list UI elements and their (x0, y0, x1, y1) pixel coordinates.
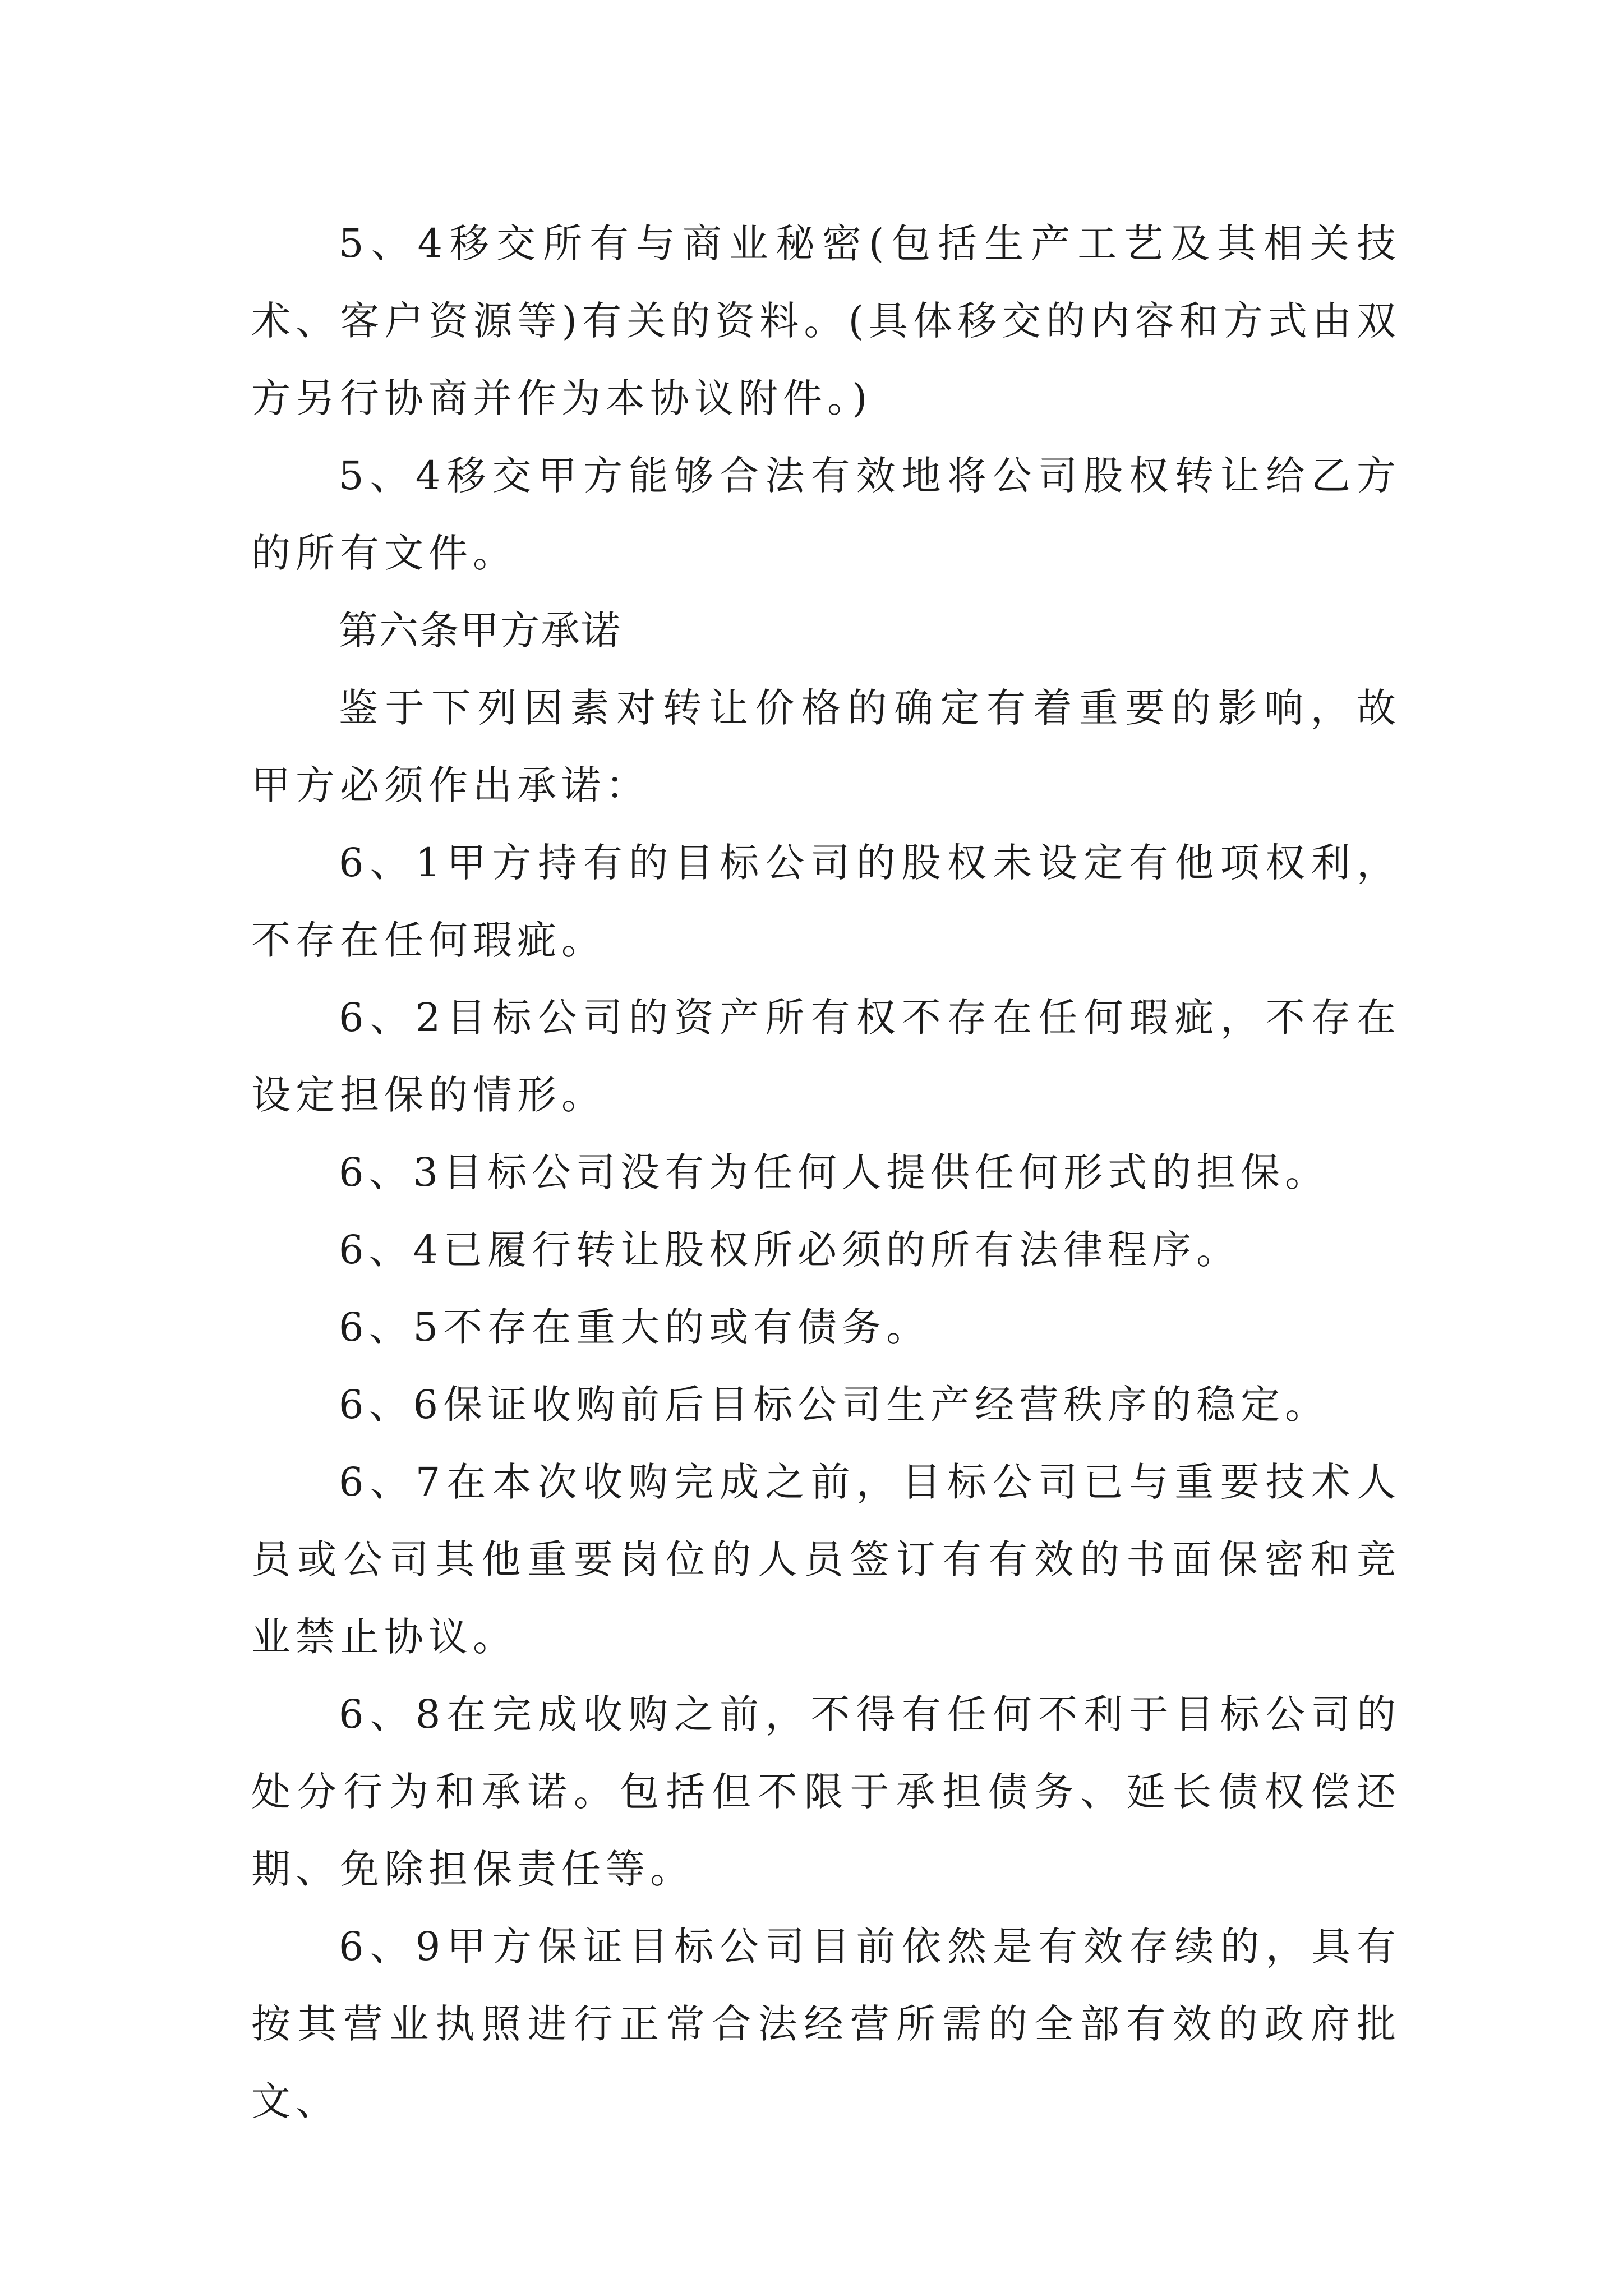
paragraph-6-7: 6、7在本次收购完成之前，目标公司已与重要技术人员或公司其他重要岗位的人员签订有有效的书面保密和竞业禁止协议。 (251, 1459, 1401, 1660)
paragraph-5-4-transfer-documents: 5、4移交甲方能够合法有效地将公司股权转让给乙方的所有文件。 (251, 453, 1401, 576)
paragraph-6-9: 6、9甲方保证目标公司目前依然是有效存续的，具有按其营业执照进行正常合法经营所需的全部有效的政府批文、 (251, 1924, 1401, 2124)
paragraph-6-4: 6、4已履行转让股权所必须的所有法律程序。 (339, 1227, 1241, 1273)
paragraph-6-2: 6、2目标公司的资产所有权不存在任何瑕疵，不存在设定担保的情形。 (251, 995, 1401, 1118)
paragraph-6-3: 6、3目标公司没有为任何人提供任何形式的担保。 (339, 1149, 1330, 1195)
document-body (251, 205, 1401, 2140)
section-heading-article-6: 第六条甲方承诺 (339, 608, 621, 654)
paragraph-6-6: 6、6保证收购前后目标公司生产经营秩序的稳定。 (339, 1382, 1330, 1428)
paragraph-article-6-intro: 鉴于下列因素对转让价格的确定有着重要的影响，故甲方必须作出承诺： (251, 685, 1401, 808)
paragraph-6-8: 6、8在完成收购之前，不得有任何不利于目标公司的处分行为和承诺。包括但不限于承担债务、延长债权偿还期、免除担保责任等。 (251, 1691, 1401, 1892)
paragraph-6-1: 6、1甲方持有的目标公司的股权未设定有他项权利，不存在任何瑕疵。 (251, 840, 1401, 963)
paragraph-6-5: 6、5不存在重大的或有债务。 (339, 1304, 931, 1350)
paragraph-5-4-trade-secrets: 5、4移交所有与商业秘密(包括生产工艺及其相关技术、客户资源等)有关的资料。(具体移交的内容和方式由双方另行协商并作为本协议附件。) (251, 220, 1401, 421)
